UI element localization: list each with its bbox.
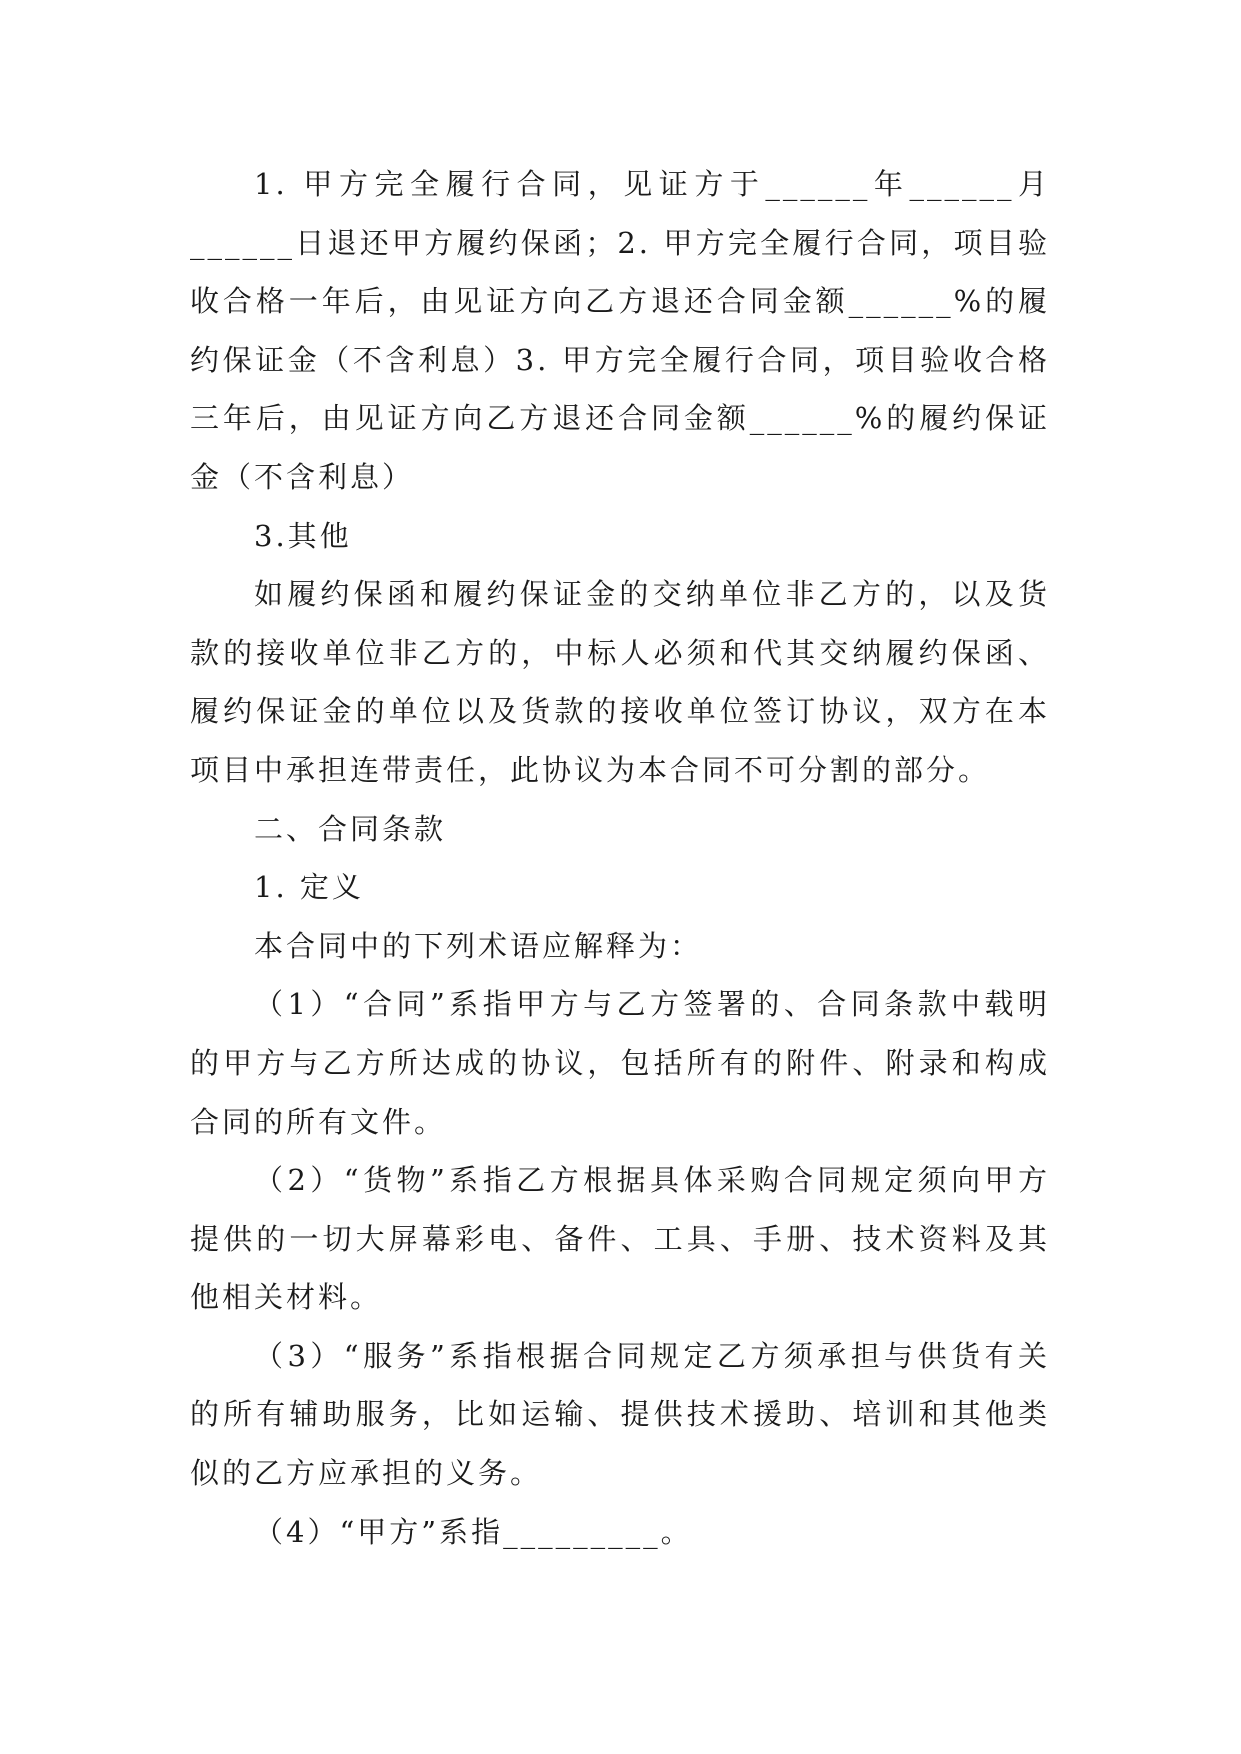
text-line: 金（不含利息） <box>190 459 415 494</box>
text-line: （1）“合同”系指甲方与乙方签署的、合同条款中载明 <box>254 987 1050 1022</box>
text-line: 提供的一切大屏幕彩电、备件、工具、手册、技术资料及其 <box>190 1221 1050 1256</box>
text-line: 项目中承担连带责任，此协议为本合同不可分割的部分。 <box>190 752 991 787</box>
text-line: 的所有辅助服务，比如运输、提供技术援助、培训和其他类 <box>190 1397 1050 1432</box>
text-line: 本合同中的下列术语应解释为： <box>254 928 703 963</box>
text-line: 如履约保函和履约保证金的交纳单位非乙方的，以及货 <box>254 577 1050 612</box>
text-line: （4）“甲方”系指_________。 <box>254 1514 693 1549</box>
text-line: 合同的所有文件。 <box>190 1104 447 1139</box>
text-line: 约保证金（不含利息）3. 甲方完全履行合同，项目验收合格 <box>190 342 1050 377</box>
text-line: 1. 定义 <box>254 870 364 905</box>
text-line: 的甲方与乙方所达成的协议，包括所有的附件、附录和构成 <box>190 1045 1050 1080</box>
text-line: 三年后，由见证方向乙方退还合同金额______%的履约保证 <box>190 401 1050 436</box>
text-line: ______日退还甲方履约保函；2. 甲方完全履行合同，项目验 <box>190 225 1050 260</box>
text-line: 收合格一年后，由见证方向乙方退还合同金额______%的履 <box>190 284 1050 319</box>
text-line: 3.其他 <box>254 518 352 553</box>
text-line: 1. 甲方完全履行合同，见证方于______年______月 <box>254 167 1050 201</box>
text-line: 二、合同条款 <box>254 811 447 846</box>
text-line: 似的乙方应承担的义务。 <box>190 1456 543 1491</box>
text-line: 他相关材料。 <box>190 1280 383 1315</box>
text-line: 款的接收单位非乙方的，中标人必须和代其交纳履约保函、 <box>190 635 1050 670</box>
text-line: （3）“服务”系指根据合同规定乙方须承担与供货有关 <box>254 1338 1050 1373</box>
document-body <box>190 155 1050 1561</box>
text-line: （2）“货物”系指乙方根据具体采购合同规定须向甲方 <box>254 1163 1050 1198</box>
text-line: 履约保证金的单位以及货款的接收单位签订协议，双方在本 <box>190 694 1050 729</box>
